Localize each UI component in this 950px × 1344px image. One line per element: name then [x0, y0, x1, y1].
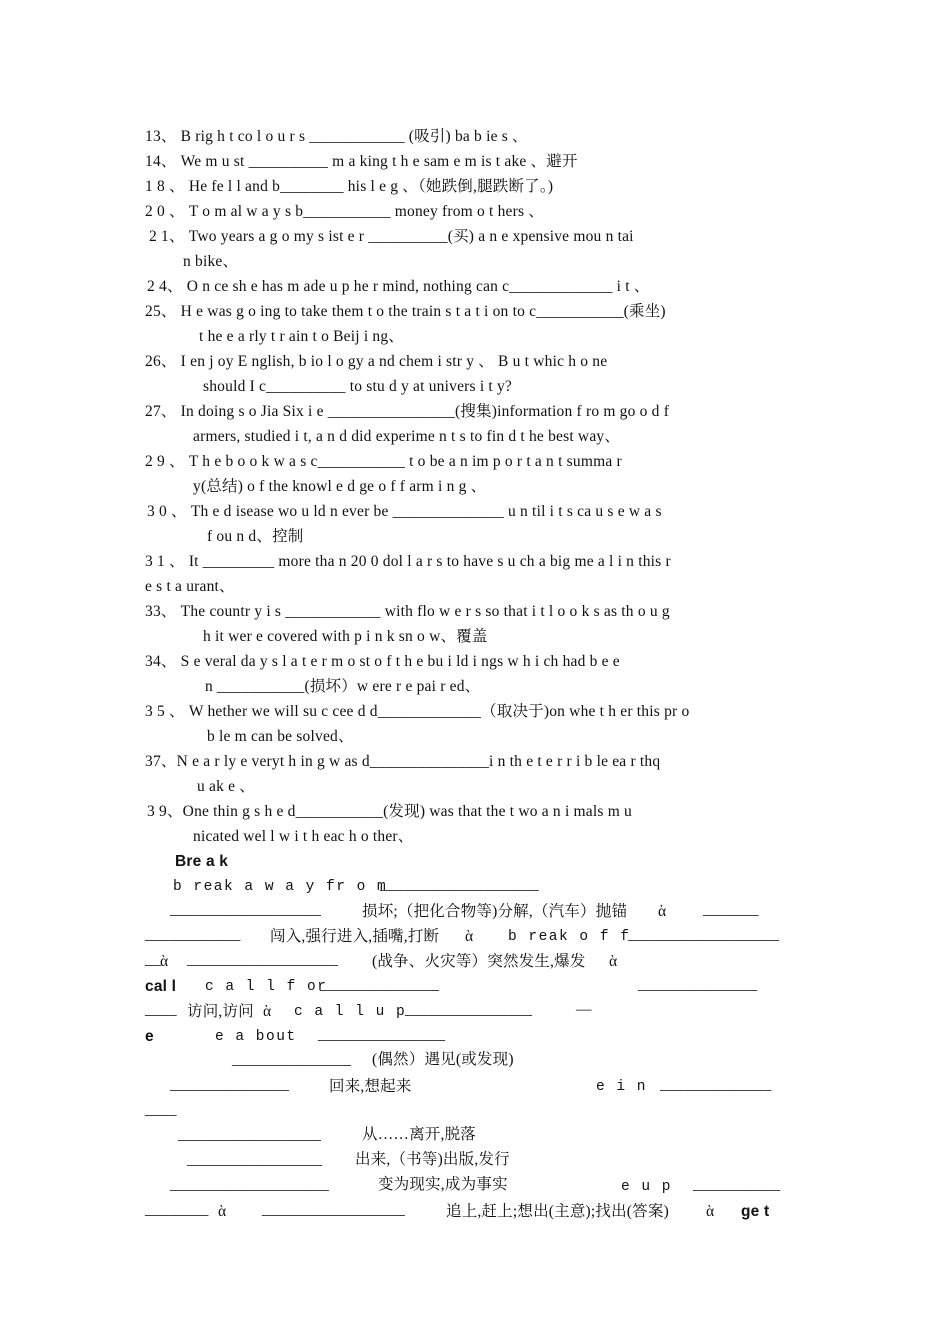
- exercise-20: 2 0 、 T o m al w a y s b___________ money from o t hers 、: [145, 203, 545, 220]
- exercise-37-cont: u ak e 、: [197, 778, 255, 795]
- answer-blank: ________: [145, 1201, 209, 1218]
- exercise-27: 27、 In doing s o Jia Six i e ________________(搜集)information f ro m go o d f: [145, 403, 670, 420]
- exercise-27-cont: armers, studied i t, a n d did experime n t s to fin d t he best way、: [193, 428, 621, 445]
- exercise-30: 3 0 、 Th e d isease wo u ld n ever be ______________ u n til i t s ca u s e w a s: [147, 503, 662, 520]
- answer-blank: ____________________: [380, 876, 539, 893]
- section-title-call: cal l: [145, 978, 177, 995]
- answer-blank: __________________: [178, 1126, 322, 1143]
- exercise-26: 26、 I en j oy E nglish, b io l o gy a nd chem i str y 、 B u t whic h o ne: [145, 353, 608, 370]
- bullet-icon: ὰ: [609, 953, 618, 970]
- exercise-33-cont: h it wer e covered with p i n k sn o w、覆盖: [203, 628, 488, 645]
- answer-blank: ______________: [660, 1076, 772, 1093]
- phrase-break-away-from: b reak a w a y fr o m: [173, 879, 388, 895]
- answer-blank: _________________: [187, 1151, 323, 1168]
- answer-blank: ____________: [145, 926, 241, 943]
- exercise-34: 34、 S e veral da y s l a t e r m o st o f t h e bu i ld i ngs w h i ch had b e e: [145, 653, 620, 670]
- answer-blank: __: [145, 951, 161, 968]
- bullet-icon: ὰ: [706, 1203, 715, 1220]
- exercise-25-cont: t he e a rly t r ain t o Beij i ng、: [199, 328, 405, 345]
- exercise-14: 14、 We m u st __________ m a king t h e sam e m is t ake 、避开: [145, 153, 578, 170]
- exercise-13: 13、 B rig h t co l o u r s ____________ (吸引) ba b ie s 、: [145, 128, 528, 145]
- phrase-come-up: e u p: [621, 1179, 673, 1195]
- exercise-26-cont: should I c__________ to stu d y at univers i t y?: [203, 378, 513, 395]
- answer-blank: ___________________: [628, 926, 780, 943]
- section-title-come: e: [145, 1028, 154, 1045]
- answer-blank: ________________: [318, 1026, 446, 1043]
- gloss-come-back: 回来,想起来: [329, 1078, 412, 1095]
- gloss-break-in: 闯入,强行进入,插嘴,打断: [270, 928, 440, 945]
- phrase-call-up: c a l l u p: [294, 1004, 407, 1020]
- dash: —: [576, 1001, 592, 1018]
- exercise-31-cont: e s t a urant、: [145, 578, 235, 595]
- answer-blank: _______________: [232, 1051, 352, 1068]
- gloss-come-true: 变为现实,成为事实: [378, 1176, 508, 1193]
- section-title-get: ge t: [741, 1203, 770, 1220]
- exercise-18: 1 8 、 He fe l l and b________ his l e g 、（她跌倒,腿跌断了。): [145, 178, 554, 195]
- answer-blank: __________________: [262, 1201, 406, 1218]
- bullet-icon: ὰ: [263, 1003, 272, 1020]
- answer-blank: _______________: [320, 976, 440, 993]
- phrase-break-off: b reak o f f: [508, 929, 631, 945]
- exercise-35-cont: b le m can be solved、: [207, 728, 354, 745]
- exercise-33: 33、 The countr y i s ____________ with flo w e r s so that i t l o o k s as th o u g: [145, 603, 670, 620]
- gloss-come-across: (偶然）遇见(或发现): [372, 1051, 514, 1068]
- gloss-break-down: 损坏;（把化合物等)分解,（汽车）抛锚: [362, 903, 628, 920]
- answer-blank: _______________: [170, 1076, 290, 1093]
- exercise-34-cont: n ___________(损坏）w ere r e pai r ed、: [205, 678, 481, 695]
- exercise-37: 37、N e a r ly e veryt h in g w as d_______________i n th e t e r r i b le ea r thq: [145, 753, 661, 770]
- phrase-come-about: e a bout: [215, 1029, 297, 1045]
- bullet-icon: ὰ: [160, 953, 169, 970]
- exercise-29-cont: y(总结) o f the knowl e d ge o f f arm i n g 、: [193, 478, 487, 495]
- exercise-29: 2 9 、 T h e b o o k w a s c___________ t o be a n im p o r t a n t summa r: [145, 453, 622, 470]
- exercise-24: 2 4、 O n ce sh e has m ade u p he r mind, nothing can c_____________ i t 、: [147, 278, 650, 295]
- gloss-break-out: (战争、火灾等）突然发生,爆发: [372, 953, 586, 970]
- phrase-call-for: c a l l f or: [205, 979, 328, 995]
- answer-blank: ____________________: [170, 1176, 329, 1193]
- gloss-call-on: 访问,访问: [187, 1003, 254, 1020]
- gloss-catch-up: 追上,赶上;想出(主意);找出(答案): [446, 1203, 669, 1220]
- gloss-come-off: 从……离开,脱落: [362, 1126, 476, 1143]
- answer-blank: ___________________: [170, 901, 322, 918]
- exercise-30-cont: f ou n d、控制: [207, 528, 304, 545]
- exercise-39-cont: nicated wel l w i t h eac h o ther、: [193, 828, 414, 845]
- gloss-come-out: 出来,（书等)出版,发行: [355, 1151, 510, 1168]
- answer-blank: ___________: [693, 1176, 781, 1193]
- bullet-icon: ὰ: [218, 1203, 227, 1220]
- exercise-21: 2 1、 Two years a g o my s ist e r __________(买) a n e xpensive mou n tai: [149, 228, 634, 245]
- section-title-break: Bre a k: [175, 853, 229, 870]
- exercise-25: 25、 H e was g o ing to take them t o the train s t a t i on to c___________(乘坐): [145, 303, 666, 320]
- exercise-35: 3 5 、 W hether we will su c cee d d_____________（取决于)on whe t h er this pr o: [145, 703, 690, 720]
- answer-blank: ____: [145, 1001, 177, 1018]
- answer-blank: _______: [703, 901, 759, 918]
- exercise-39: 3 9、One thin g s h e d___________(发现) was that the t wo a n i mals m u: [147, 803, 632, 820]
- phrase-come-in: e i n: [596, 1079, 648, 1095]
- exercise-31: 3 1 、 It _________ more tha n 20 0 dol l a r s to have s u ch a big me a l i n this r: [145, 553, 671, 570]
- exercise-21-cont: n bike、: [183, 253, 239, 270]
- answer-blank: ___________________: [187, 951, 339, 968]
- answer-blank: _______________: [638, 976, 758, 993]
- bullet-icon: ὰ: [465, 928, 474, 945]
- answer-blank: ________________: [405, 1001, 533, 1018]
- bullet-icon: ὰ: [658, 903, 667, 920]
- answer-blank: ____: [145, 1101, 177, 1118]
